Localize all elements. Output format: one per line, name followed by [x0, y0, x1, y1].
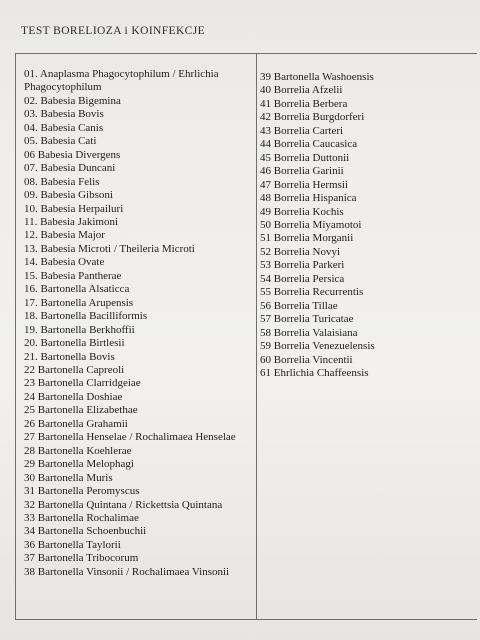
- list-item: 59 Borrelia Venezuelensis: [260, 340, 375, 353]
- list-item: 24 Bartonella Doshiae: [24, 390, 123, 403]
- list-item: 05. Babesia Cati: [24, 135, 97, 148]
- list-item: 21. Bartonella Bovis: [24, 350, 115, 363]
- list-item: 12. Babesia Major: [24, 229, 105, 242]
- list-item: 46 Borrelia Garinii: [260, 165, 344, 178]
- list-item: 17. Bartonella Arupensis: [24, 296, 134, 309]
- list-item: 13. Babesia Microti / Theileria Microti: [24, 242, 195, 255]
- list-item: 27 Bartonella Henselae / Rochalimaea Henselae: [24, 431, 236, 444]
- list-item: 47 Borrelia Hermsii: [260, 178, 348, 191]
- list-item: 41 Borrelia Berbera: [260, 97, 348, 110]
- list-item: 53 Borrelia Parkeri: [260, 259, 345, 272]
- list-item: 57 Borrelia Turicatae: [260, 313, 354, 326]
- list-item: 34 Bartonella Schoenbuchii: [24, 525, 147, 538]
- list-item: 40 Borrelia Afzelii: [260, 84, 343, 97]
- list-item: 45 Borrelia Duttonii: [260, 151, 350, 164]
- list-item: 19. Bartonella Berkhoffii: [24, 323, 135, 336]
- left-column: [24, 68, 256, 579]
- list-item: 39 Bartonella Washoensis: [260, 71, 374, 83]
- list-item: 10. Babesia Herpailuri: [24, 202, 124, 215]
- list-item: 60 Borrelia Vincentii: [260, 353, 353, 366]
- list-item: 25 Bartonella Elizabethae: [24, 404, 138, 417]
- list-item: 55 Borrelia Recurrentis: [260, 286, 364, 299]
- list-item: 49 Borrelia Kochis: [260, 205, 344, 218]
- list-item: 26 Bartonella Grahamii: [24, 417, 128, 430]
- list-item: 42 Borrelia Burgdorferi: [260, 111, 365, 124]
- list-item: 29 Bartonella Melophagi: [24, 458, 134, 471]
- list-item: 11. Babesia Jakimoni: [24, 215, 118, 228]
- list-item: 03. Babesia Bovis: [24, 108, 104, 121]
- list-item: 20. Bartonella Birtlesii: [24, 337, 125, 350]
- list-item: 58 Borrelia Valaisiana: [260, 326, 358, 339]
- list-item: 02. Babesia Bigemina: [24, 94, 121, 107]
- list-item: 33 Bartonella Rochalimae: [24, 511, 139, 524]
- list-item: 31 Bartonella Peromyscus: [24, 485, 140, 498]
- list-item: 38 Bartonella Vinsonii / Rochalimaea Vinsonii: [24, 565, 230, 578]
- list-item: 07. Babesia Duncani: [24, 162, 116, 175]
- list-item: 16. Bartonella Alsaticca: [24, 283, 130, 296]
- list-item: 18. Bartonella Bacilliformis: [24, 310, 148, 323]
- list-item: 61 Ehrlichia Chaffeensis: [260, 366, 369, 379]
- list-item: 09. Babesia Gibsoni: [24, 189, 113, 202]
- list-item: 15. Babesia Pantherae: [24, 269, 122, 282]
- column-divider: [256, 53, 257, 620]
- list-item: 36 Bartonella Taylorii: [24, 538, 121, 551]
- list-item: 23 Bartonella Clarridgeiae: [24, 377, 141, 390]
- list-item: 43 Borrelia Carteri: [260, 124, 344, 137]
- list-item: 22 Bartonella Capreoli: [24, 363, 125, 376]
- list-item: 56 Borrelia Tillae: [260, 299, 338, 312]
- list-item: 08. Babesia Felis: [24, 175, 100, 188]
- list-item: 30 Bartonella Muris: [24, 471, 113, 484]
- list-item: 01. Anaplasma Phagocytophilum / Ehrlichia Phagocytophilum: [24, 68, 219, 94]
- list-item: 28 Bartonella Koehlerae: [24, 444, 132, 457]
- list-item: 06 Babesia Divergens: [24, 148, 121, 161]
- list-item: 48 Borrelia Hispanica: [260, 192, 357, 205]
- list-item: 50 Borrelia Miyamotoi: [260, 218, 362, 231]
- list-item: 37 Bartonella Tribocorum: [24, 552, 139, 565]
- list-item: 44 Borrelia Caucasica: [260, 138, 358, 151]
- list-item: 32 Bartonella Quintana / Rickettsia Quintana: [24, 498, 223, 511]
- list-item: 52 Borrelia Novyi: [260, 245, 341, 258]
- list-item: 04. Babesia Canis: [24, 121, 104, 134]
- list-item: 51 Borrelia Morganii: [260, 232, 354, 245]
- list-item: 14. Babesia Ovate: [24, 256, 105, 269]
- document-title: TEST BORELIOZA i KOINFEKCJE: [21, 25, 206, 37]
- list-item: 54 Borrelia Persica: [260, 272, 345, 285]
- right-column: [260, 71, 474, 380]
